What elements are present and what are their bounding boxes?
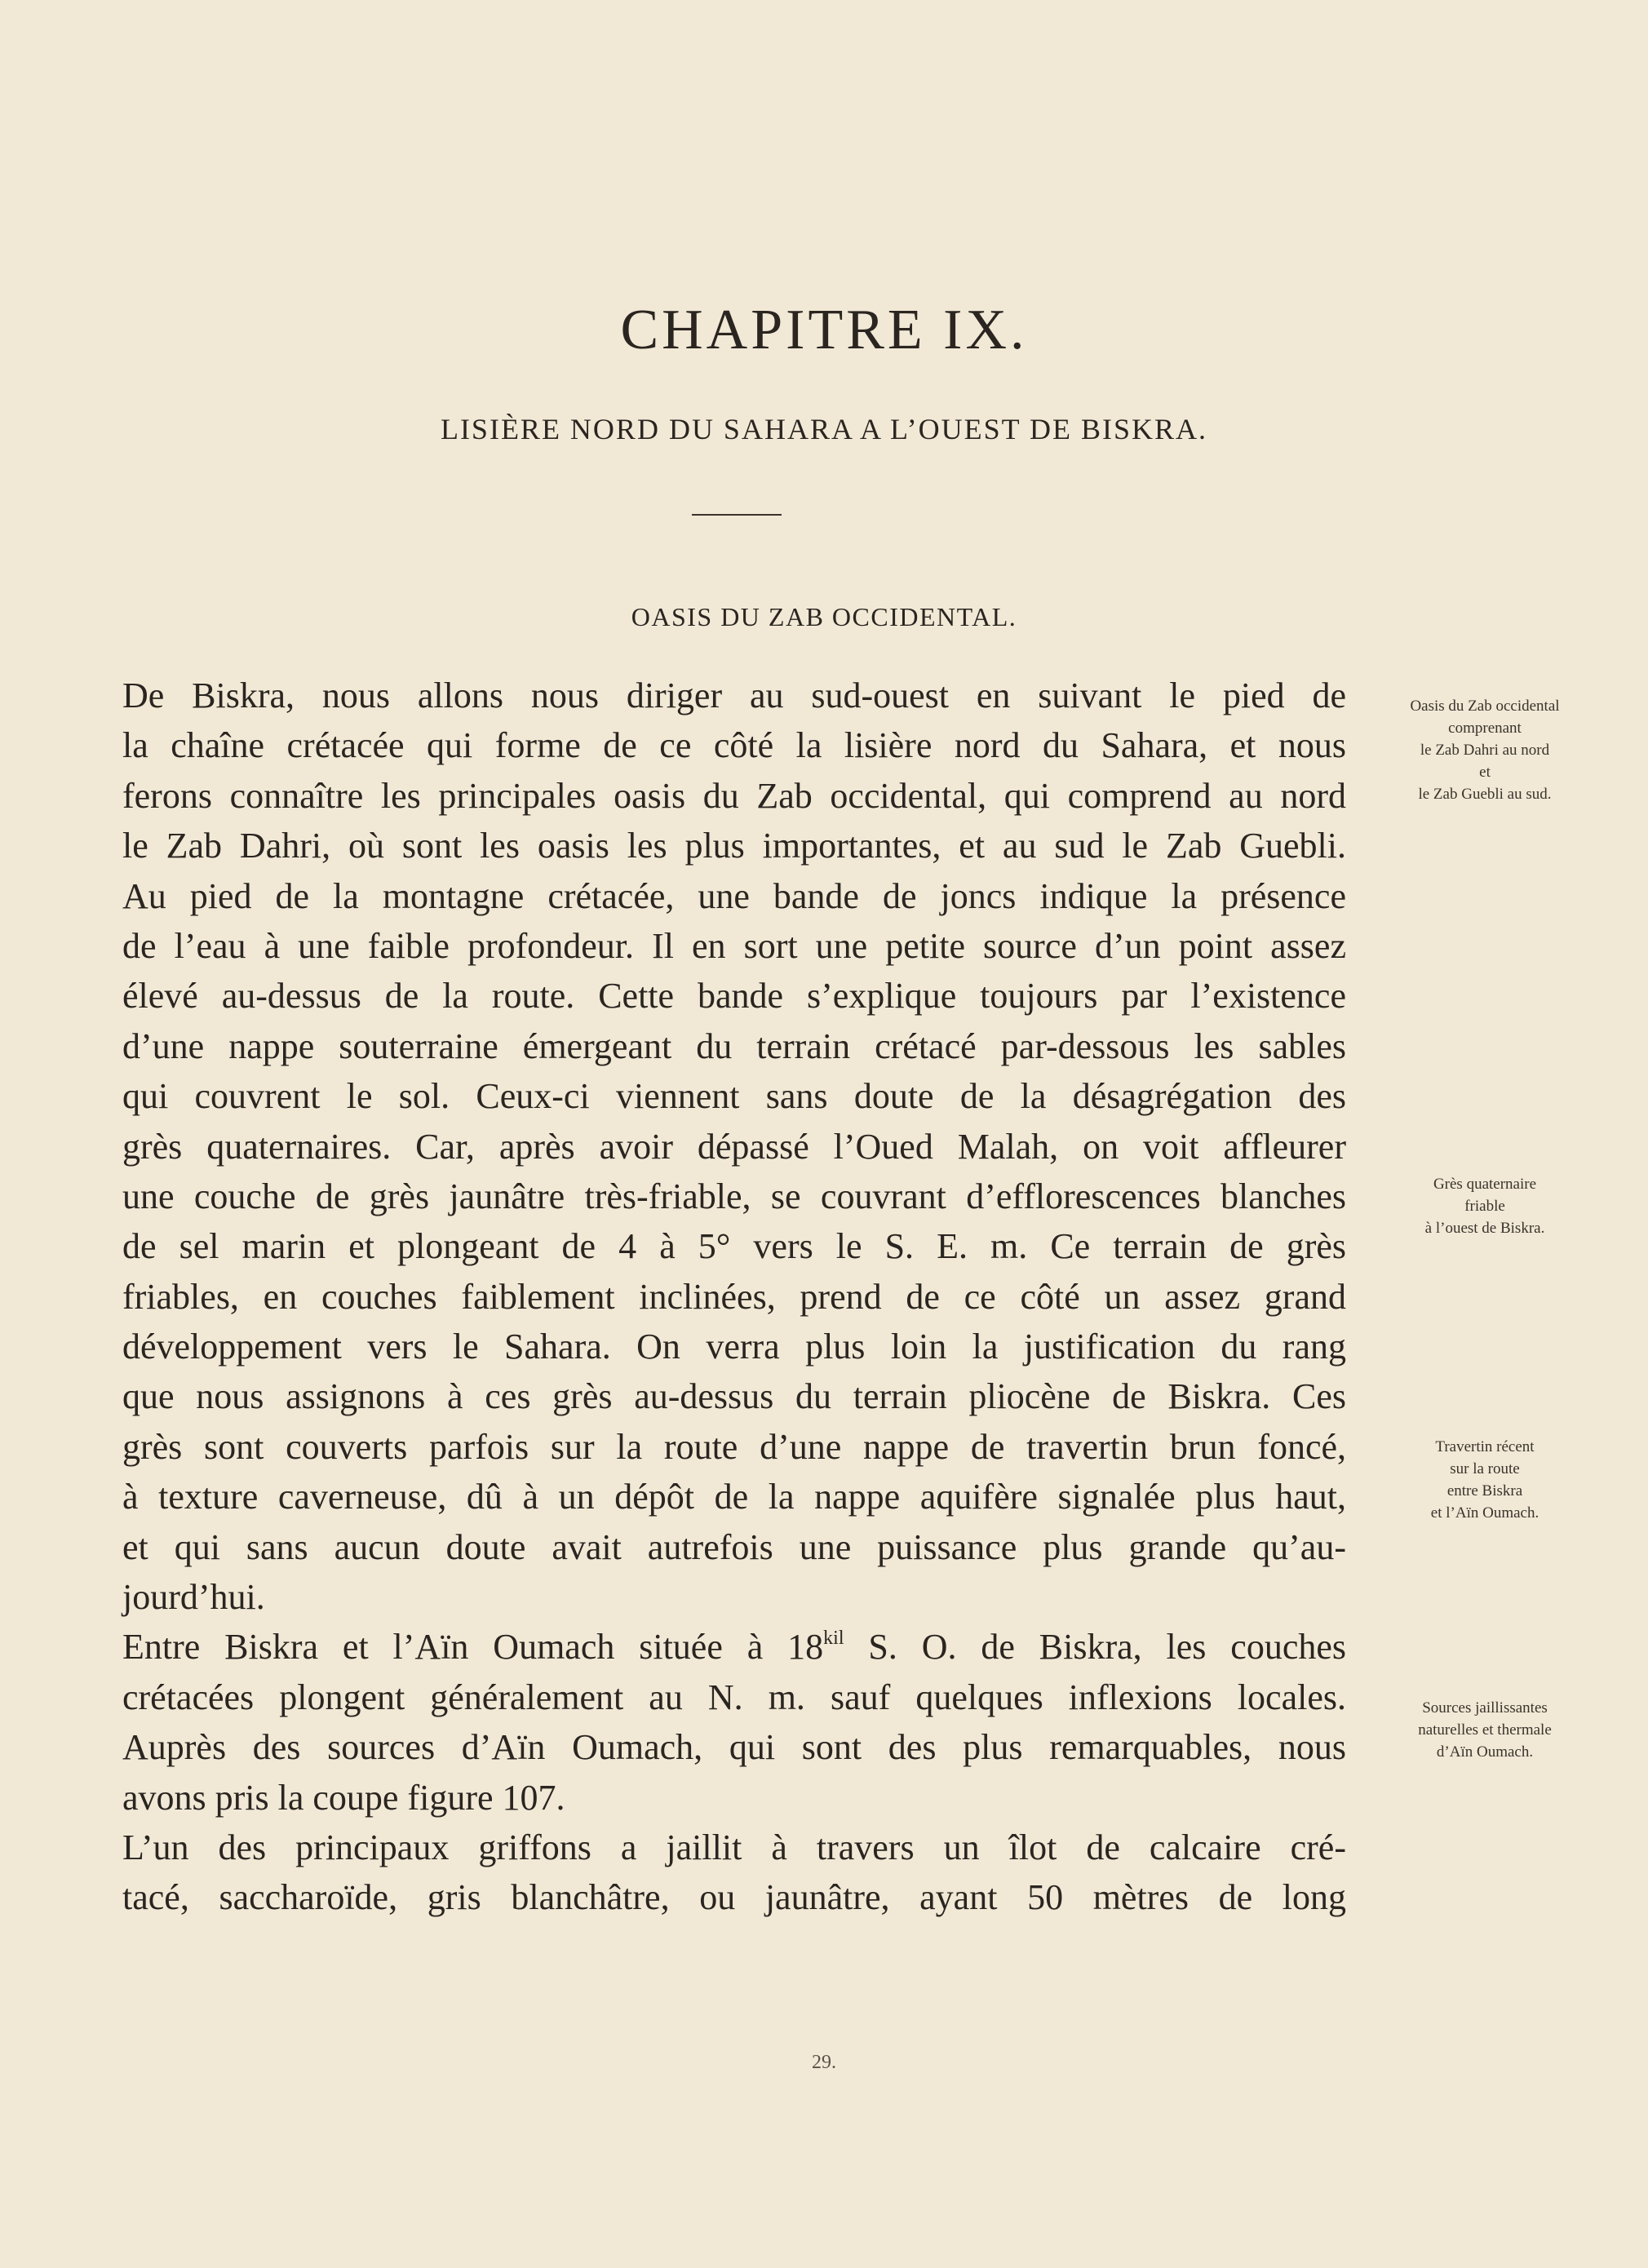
text-line: Auprès des sources d’Aïn Oumach, qui sont des plus remarquables, nous	[122, 1727, 1346, 1768]
text-line: de l’eau à une faible profondeur. Il en sort une petite source d’un point assez	[122, 925, 1346, 966]
text-line: élevé au-dessus de la route. Cette bande s’explique toujours par l’existence	[122, 976, 1346, 1017]
body-text	[122, 671, 1346, 1923]
margin-note-oasis	[1379, 695, 1591, 805]
paragraph-3	[122, 1622, 1346, 1823]
margin-note-line: le Zab Guebli au sud.	[1418, 786, 1552, 803]
margin-note-line: à l’ouest de Biskra.	[1424, 1220, 1545, 1237]
margin-note-travertin	[1379, 1436, 1591, 1524]
text-line: grès quaternaires. Car, après avoir dépassé l’Oued Malah, on voit affleurer	[122, 1126, 1346, 1167]
margin-note-line: d’Aïn Oumach.	[1436, 1743, 1534, 1761]
margin-note-line: Sources jaillissantes	[1422, 1699, 1548, 1717]
section-heading: OASIS DU ZAB OCCIDENTAL.	[631, 602, 1017, 631]
text-line: avons pris la coupe figure 107.	[122, 1777, 565, 1818]
text-line: grès sont couverts parfois sur la route d’une nappe de travertin brun foncé,	[122, 1426, 1346, 1467]
text-line: tacé, saccharoïde, gris blanchâtre, ou jaunâtre, ayant 50 mètres de long	[122, 1877, 1346, 1918]
margin-note-line: Grès quaternaire	[1433, 1176, 1537, 1193]
text-line: une couche de grès jaunâtre très-friable, se couvrant d’efflorescences blanches	[122, 1176, 1346, 1216]
text-line: de sel marin et plongeant de 4 à 5° vers le S. E. m. Ce terrain de grès	[122, 1226, 1346, 1267]
margin-note-line: friable	[1464, 1198, 1505, 1215]
margin-note-line: Oasis du Zab occidental	[1410, 698, 1560, 715]
page-folio: 29.	[812, 2052, 836, 2073]
text-fragment: Entre Biskra et l’Aïn Oumach située à 18	[122, 1627, 824, 1668]
margin-note-line: naturelles et thermale	[1418, 1721, 1552, 1739]
text-line-with-superscript	[122, 1622, 1346, 1672]
text-line: la chaîne crétacée qui forme de ce côté la lisière nord du Sahara, et nous	[122, 725, 1346, 766]
title-divider	[692, 514, 782, 516]
text-line: jourd’hui.	[122, 1577, 265, 1618]
text-line: L’un des principaux griffons a jaillit à travers un îlot de calcaire cré-	[122, 1827, 1346, 1867]
text-line: que nous assignons à ces grès au-dessus du terrain pliocène de Biskra. Ces	[122, 1376, 1346, 1417]
text-line: crétacées plongent généralement au N. m. sauf quelques inflexions locales.	[122, 1677, 1346, 1717]
margin-note-line: Travertin récent	[1435, 1438, 1535, 1455]
margin-note-line: et l’Aïn Oumach.	[1430, 1504, 1539, 1522]
chapter-title: CHAPITRE IX.	[620, 299, 1028, 361]
margin-note-line: sur la route	[1450, 1460, 1520, 1477]
margin-note-sources	[1379, 1697, 1591, 1763]
margin-note-line: et	[1479, 764, 1491, 781]
text-line: qui couvrent le sol. Ceux-ci viennent sans doute de la désagrégation des	[122, 1076, 1346, 1117]
text-line: à texture caverneuse, dû à un dépôt de la nappe aquifère signalée plus haut,	[122, 1477, 1346, 1517]
paragraph-2	[122, 871, 1346, 1623]
margin-note-gres	[1379, 1173, 1591, 1239]
chapter-subtitle: LISIÈRE NORD DU SAHARA A L’OUEST DE BISKRA.	[440, 413, 1208, 445]
text-line: d’une nappe souterraine émergeant du terrain crétacé par-dessous les sables	[122, 1025, 1346, 1066]
text-line: De Biskra, nous allons nous diriger au sud-ouest en suivant le pied de	[122, 676, 1346, 715]
text-line: Au pied de la montagne crétacée, une bande de joncs indique la présence	[122, 875, 1346, 916]
paragraph-4	[122, 1823, 1346, 1923]
text-fragment: S. O. de Biskra, les couches	[844, 1627, 1346, 1668]
margin-note-line: comprenant	[1448, 720, 1522, 737]
margin-note-line: le Zab Dahri au nord	[1420, 742, 1550, 759]
text-line: friables, en couches faiblement inclinées, prend de ce côté un assez grand	[122, 1276, 1346, 1317]
text-line: le Zab Dahri, où sont les oasis les plus importantes, et au sud le Zab Guebli.	[122, 826, 1346, 866]
margin-note-line: entre Biskra	[1446, 1482, 1523, 1499]
text-line: développement vers le Sahara. On verra plus loin la justification du rang	[122, 1327, 1346, 1367]
paragraph-1	[122, 671, 1346, 871]
text-line: ferons connaître les principales oasis du Zab occidental, qui comprend au nord	[122, 775, 1346, 816]
text-line: et qui sans aucun doute avait autrefois une puissance plus grande qu’au-	[122, 1526, 1346, 1567]
superscript-unit: kil	[823, 1628, 844, 1650]
